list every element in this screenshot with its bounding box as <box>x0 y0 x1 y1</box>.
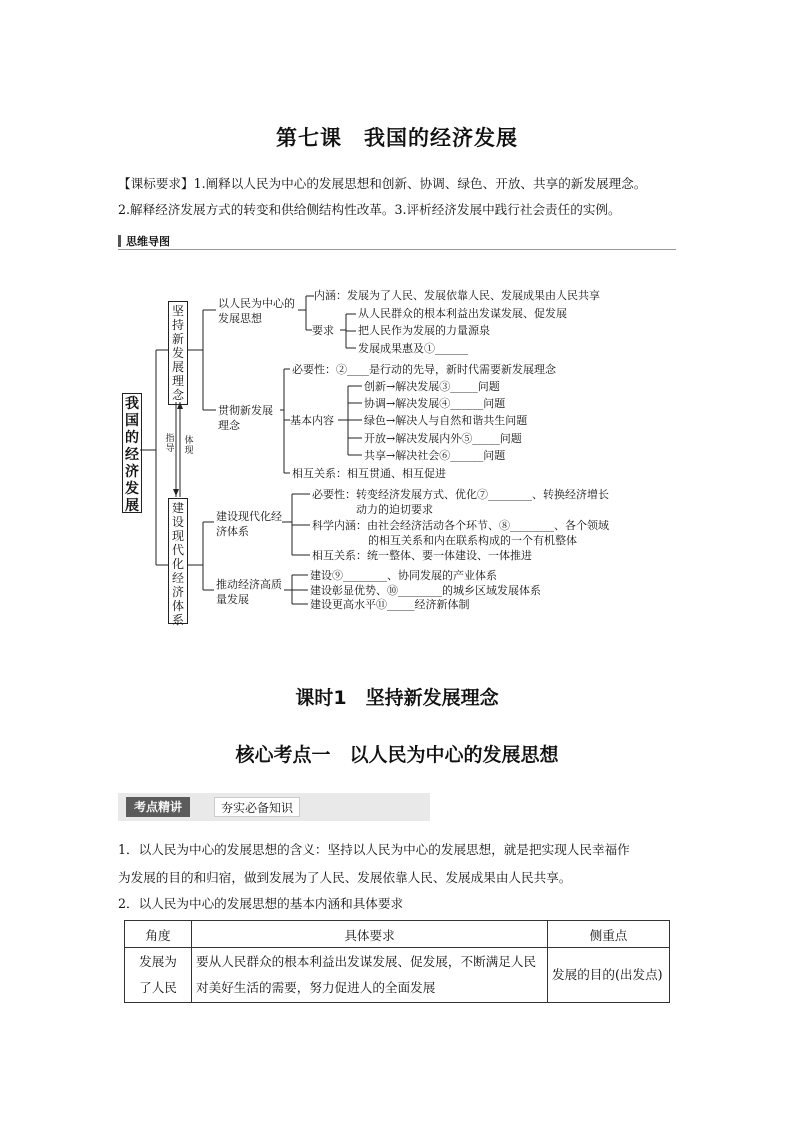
requirement-item: 把人民作为发展的力量源泉 <box>358 324 490 337</box>
table-row <box>125 948 670 1003</box>
table-header-row <box>125 921 670 948</box>
system-relation-node: 相互关系：统一整体、要一体建设、一体推进 <box>312 549 532 562</box>
paragraph-1-cont: 为发展的目的和归宿，做到发展为了人民、发展依靠人民、发展成果由人民共享。 <box>118 870 572 885</box>
modern-system-node: 建设现代化经济体系 <box>216 510 282 538</box>
necessity-node: 必要性：②____是行动的先导，新时代需要新发展理念 <box>292 363 556 376</box>
requirement-item: 发展成果惠及①______ <box>358 342 468 355</box>
table-cell-angle: 发展为了人民 <box>125 948 192 1003</box>
paragraph-1: 1．以人民为中心的发展思想的含义：坚持以人民为中心的发展思想，就是把实现人民幸福作 <box>118 842 630 857</box>
hq-item: 建设更高水平⑪_____经济新体制 <box>310 598 470 611</box>
table-header-cell: 角度 <box>125 921 192 948</box>
knowledge-subtitle: 夯实必备知识 <box>214 797 300 817</box>
table-cell-content: 要从人民群众的根本利益出发谋发展、促发展，不断满足人民对美好生活的需要，努力促进人的全面发展 <box>192 948 548 1003</box>
requirements-table <box>124 920 670 1003</box>
concept-item: 绿色→解决人与自然和谐共生问题 <box>364 414 528 427</box>
mindmap-root: 我国的经济发展 <box>122 393 142 513</box>
requirement-node: 要求 <box>312 324 334 337</box>
knowledge-banner <box>118 793 430 821</box>
knowledge-tag: 考点精讲 <box>126 797 190 817</box>
requirement-item: 从人民群众的根本利益出发谋发展、促发展 <box>358 307 567 320</box>
system-necessity-cont: 动力的迫切要求 <box>356 503 433 516</box>
guide-label: 指导 <box>165 434 175 454</box>
new-concept-node: 贯彻新发展理念 <box>218 404 273 432</box>
system-science-cont: 的相互关系和内在联系构成的一个有机整体 <box>368 534 577 547</box>
lesson1-title: 课时1 坚持新发展理念 <box>295 687 499 709</box>
branch-new-concept: 坚持新发展理念 <box>168 301 188 405</box>
concept-item: 协调→解决发展④______问题 <box>364 397 506 410</box>
people-centered-node: 以人民为中心的发展思想 <box>218 297 295 325</box>
concept-item: 开放→解决发展内外⑤_____问题 <box>364 432 522 445</box>
concept-item: 共享→解决社会⑥______问题 <box>364 449 506 462</box>
connotation-node: 内涵：发展为了人民、发展依靠人民、发展成果由人民共享 <box>314 289 600 302</box>
system-necessity-node: 必要性：转变经济发展方式、优化⑦________、转换经济增长 <box>312 488 609 501</box>
concept-item: 创新→解决发展③_____问题 <box>364 380 500 393</box>
branch-modern-system: 建设现代化经济体系 <box>168 498 188 624</box>
embody-label: 体现 <box>184 436 194 456</box>
table-header-cell: 侧重点 <box>548 921 670 948</box>
system-science-node: 科学内涵：由社会经济活动各个环节、⑧________、各个领域 <box>312 519 609 532</box>
hq-item: 建设⑨________、协同发展的产业体系 <box>310 569 497 582</box>
core-point-title: 核心考点一 以人民为中心的发展思想 <box>235 744 559 766</box>
hq-development-node: 推动经济高质量发展 <box>216 578 282 606</box>
table-cell-focus: 发展的目的(出发点) <box>548 948 670 1003</box>
mindmap-header-label: 思维导图 <box>126 235 170 248</box>
standard-line-2: 2.解释经济发展方式的转变和供给侧结构性改革。3.评析经济发展中践行社会责任的实例。 <box>118 202 621 217</box>
hq-item: 建设彰显优势、⑩________的城乡区域发展体系 <box>310 584 541 597</box>
lesson-title: 第七课 我国的经济发展 <box>276 126 518 150</box>
paragraph-2: 2．以人民为中心的发展思想的基本内涵和具体要求 <box>118 896 404 911</box>
table-header-cell: 具体要求 <box>192 921 548 948</box>
concept-relation-node: 相互关系：相互贯通、相互促进 <box>292 467 446 480</box>
standard-line-1: 【课标要求】1.阐释以人民为中心的发展思想和创新、协调、绿色、开放、共享的新发展理念。 <box>118 176 647 191</box>
basic-content-node: 基本内容 <box>290 414 334 427</box>
